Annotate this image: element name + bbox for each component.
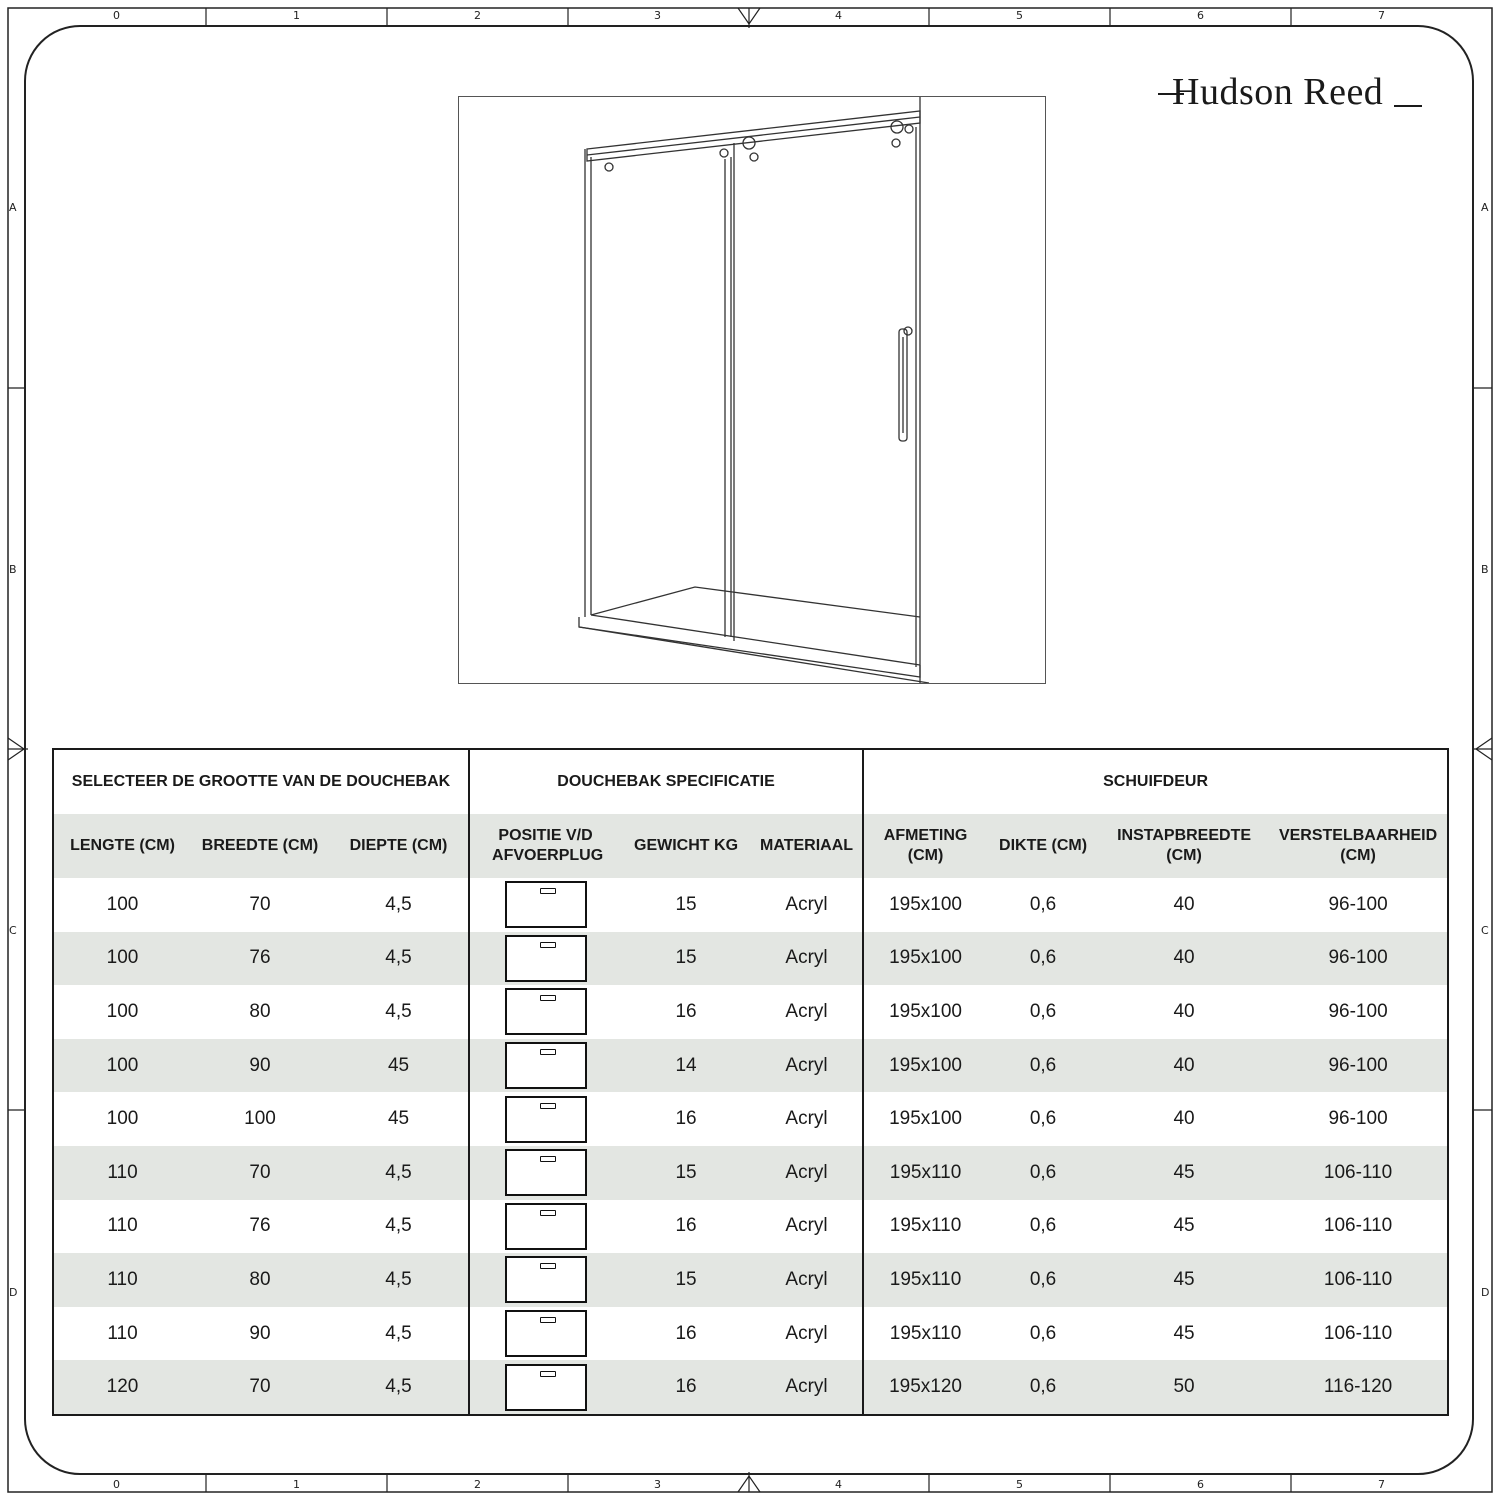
table-cell: 195x110 <box>863 1200 987 1254</box>
table-cell: 96-100 <box>1269 1039 1448 1093</box>
table-cell: 15 <box>621 1253 751 1307</box>
table-cell: 70 <box>191 1360 329 1415</box>
ruler-right-A: A <box>1481 201 1489 214</box>
table-cell: 195x110 <box>863 1307 987 1361</box>
column-header-row <box>53 814 1448 878</box>
table-cell: 16 <box>675 1322 697 1344</box>
table-cell: 45 <box>387 1108 410 1130</box>
ruler-bottom-7: 7 <box>1378 1478 1385 1491</box>
group-header: DOUCHEBAK SPECIFICATIE <box>469 749 863 814</box>
table-cell: Acryl <box>785 1322 828 1344</box>
table-cell: 4,5 <box>329 1146 469 1200</box>
table-cell: 16 <box>621 1360 751 1415</box>
table-row <box>53 1092 1448 1146</box>
table-row <box>53 878 1448 932</box>
table-cell: Acryl <box>751 1360 863 1415</box>
column-header: INSTAPBREEDTE (CM) <box>1099 814 1269 878</box>
ruler-bottom-4: 4 <box>835 1478 842 1491</box>
table-cell: 100 <box>106 1108 139 1130</box>
drain-position-cell <box>469 1092 621 1146</box>
table-cell: 14 <box>621 1039 751 1093</box>
table-cell: 106-110 <box>1269 1253 1448 1307</box>
table-cell: 0,6 <box>987 1253 1099 1307</box>
ruler-left-A: A <box>9 201 17 214</box>
table-cell: 70 <box>191 1146 329 1200</box>
ruler-top-6: 6 <box>1197 9 1204 22</box>
ruler-top-5: 5 <box>1016 9 1023 22</box>
drain-position-cell <box>469 1360 621 1415</box>
ruler-right-B: B <box>1481 563 1489 576</box>
table-cell: 195x120 <box>863 1360 987 1415</box>
ruler-top-7: 7 <box>1378 9 1385 22</box>
drain-plug-icon <box>540 942 556 948</box>
brand-rule-right <box>1394 105 1422 107</box>
table-cell: 110 <box>53 1146 191 1200</box>
drain-plug-icon <box>540 1371 556 1377</box>
drain-position-cell <box>469 878 621 932</box>
table-cell: 106-110 <box>1269 1146 1448 1200</box>
table-cell: 96-100 <box>1328 1000 1388 1022</box>
table-cell: 16 <box>675 1000 697 1022</box>
drain-plug-icon <box>540 888 556 894</box>
drain-position-cell <box>469 1146 621 1200</box>
table-cell: 15 <box>621 932 751 986</box>
drain-plug-icon <box>540 1049 556 1055</box>
table-cell: 106-110 <box>1323 1215 1393 1237</box>
product-image <box>458 96 1046 684</box>
ruler-top-0: 0 <box>113 9 120 22</box>
column-header: DIKTE (CM) <box>987 814 1099 878</box>
table-row <box>53 1146 1448 1200</box>
table-row <box>53 985 1448 1039</box>
drain-plug-icon <box>540 1210 556 1216</box>
table-cell: 100 <box>53 932 191 986</box>
table-cell: 45 <box>1099 1146 1269 1200</box>
table-cell: 15 <box>621 1146 751 1200</box>
ruler-top-1: 1 <box>293 9 300 22</box>
table-cell: 195x100 <box>863 932 987 986</box>
brand-name: Hudson Reed <box>1172 71 1384 113</box>
table-cell: 40 <box>1099 1039 1269 1093</box>
ruler-left-D: D <box>9 1286 18 1299</box>
drain-plug-icon <box>540 1156 556 1162</box>
shower-tray-drain-icon <box>505 1256 587 1303</box>
table-row <box>53 932 1448 986</box>
column-header: GEWICHT KG <box>621 814 751 878</box>
shower-tray-drain-icon <box>505 1364 587 1411</box>
drain-position-cell <box>469 932 621 986</box>
ruler-top-4: 4 <box>835 9 842 22</box>
drain-position-cell <box>469 1253 621 1307</box>
column-header: AFMETING (CM) <box>863 814 987 878</box>
table-cell: 116-120 <box>1269 1360 1448 1415</box>
table-cell: Acryl <box>785 1215 828 1237</box>
table-cell: 90 <box>191 1039 329 1093</box>
table-cell: 40 <box>1173 1000 1195 1022</box>
table-cell: Acryl <box>785 1000 828 1022</box>
column-header: DIEPTE (CM) <box>329 814 469 878</box>
table-row <box>53 1253 1448 1307</box>
table-cell: 76 <box>249 1215 271 1237</box>
table-cell: 4,5 <box>329 932 469 986</box>
table-cell: 0,6 <box>987 1039 1099 1093</box>
table-cell: 16 <box>675 1215 697 1237</box>
table-cell: Acryl <box>785 893 828 915</box>
ruler-bottom-5: 5 <box>1016 1478 1023 1491</box>
table-cell: 100 <box>106 893 139 915</box>
shower-tray-drain-icon <box>505 1310 587 1357</box>
table-cell: 195x100 <box>863 985 987 1039</box>
table-cell: 4,5 <box>329 1253 469 1307</box>
table-cell: 0,6 <box>987 1146 1099 1200</box>
shower-tray-drain-icon <box>505 935 587 982</box>
ruler-top-3: 3 <box>654 9 661 22</box>
table-cell: 100 <box>106 1000 139 1022</box>
table-cell: 110 <box>53 1253 191 1307</box>
table-cell: 45 <box>1099 1253 1269 1307</box>
table-cell: 40 <box>1099 932 1269 986</box>
table-cell: 100 <box>244 1108 276 1130</box>
column-header: VERSTELBAARHEID (CM) <box>1269 814 1448 878</box>
table-cell: 110 <box>107 1322 138 1344</box>
ruler-bottom-2: 2 <box>474 1478 481 1491</box>
ruler-top-2: 2 <box>474 9 481 22</box>
table-cell: 96-100 <box>1328 1108 1388 1130</box>
column-header: BREEDTE (CM) <box>191 814 329 878</box>
drain-position-cell <box>469 1039 621 1093</box>
table-cell: 16 <box>675 1108 697 1130</box>
table-cell: 4,5 <box>385 1000 412 1022</box>
table-cell: 96-100 <box>1269 932 1448 986</box>
ruler-right-C: C <box>1481 924 1489 937</box>
table-cell: 4,5 <box>329 1360 469 1415</box>
drain-plug-icon <box>540 1317 556 1323</box>
group-header-row <box>53 749 1448 814</box>
ruler-bottom-0: 0 <box>113 1478 120 1491</box>
sliding-door-drawing-icon <box>459 97 1045 683</box>
table-row <box>53 1039 1448 1093</box>
table-cell: Acryl <box>751 1039 863 1093</box>
table-row <box>53 1360 1448 1415</box>
table-cell: 0,6 <box>1029 1322 1057 1344</box>
ruler-bottom-1: 1 <box>293 1478 300 1491</box>
ruler-bottom-6: 6 <box>1197 1478 1204 1491</box>
column-header: MATERIAAL <box>751 814 863 878</box>
table-cell: 45 <box>329 1039 469 1093</box>
table-cell: 0,6 <box>987 1360 1099 1415</box>
drain-plug-icon <box>540 995 556 1001</box>
table-cell: 45 <box>1173 1322 1195 1344</box>
table-cell: 120 <box>53 1360 191 1415</box>
table-cell: 50 <box>1099 1360 1269 1415</box>
shower-tray-drain-icon <box>505 988 587 1035</box>
shower-tray-drain-icon <box>505 1149 587 1196</box>
table-cell: 0,6 <box>1029 1215 1057 1237</box>
table-cell: 0,6 <box>987 932 1099 986</box>
table-cell: 106-110 <box>1323 1322 1393 1344</box>
column-header: POSITIE V/D AFVOERPLUG <box>469 814 621 878</box>
table-cell: Acryl <box>785 1108 828 1130</box>
table-cell: 195x100 <box>863 1039 987 1093</box>
shower-tray-drain-icon <box>505 1042 587 1089</box>
table-cell: 0,6 <box>1029 893 1057 915</box>
table-cell: Acryl <box>751 932 863 986</box>
table-cell: Acryl <box>751 1253 863 1307</box>
table-cell: 110 <box>107 1215 138 1237</box>
group-header: SCHUIFDEUR <box>863 749 1448 814</box>
table-cell: 96-100 <box>1328 893 1388 915</box>
shower-tray-drain-icon <box>505 1203 587 1250</box>
table-cell: 70 <box>249 893 271 915</box>
table-cell: 0,6 <box>1029 1108 1057 1130</box>
table-cell: 195x100 <box>863 878 987 932</box>
spec-table <box>52 748 1449 1416</box>
spec-table-body <box>53 878 1448 1415</box>
group-header: SELECTEER DE GROOTTE VAN DE DOUCHEBAK <box>53 749 469 814</box>
table-cell: 90 <box>249 1322 271 1344</box>
table-cell: 195x110 <box>863 1253 987 1307</box>
ruler-bottom-3: 3 <box>654 1478 661 1491</box>
drain-position-cell <box>469 1307 621 1361</box>
drain-position-cell <box>469 1200 621 1254</box>
table-cell: 0,6 <box>1029 1000 1057 1022</box>
drain-plug-icon <box>540 1103 556 1109</box>
shower-tray-drain-icon <box>505 1096 587 1143</box>
table-cell: 15 <box>675 893 697 915</box>
drain-position-cell <box>469 985 621 1039</box>
table-cell: 100 <box>53 1039 191 1093</box>
table-cell: 80 <box>249 1000 271 1022</box>
table-cell: 76 <box>191 932 329 986</box>
ruler-right-D: D <box>1481 1286 1490 1299</box>
table-cell: 40 <box>1173 893 1195 915</box>
table-cell: 195x110 <box>863 1146 987 1200</box>
table-cell: 4,5 <box>385 1215 412 1237</box>
ruler-left-C: C <box>9 924 17 937</box>
table-cell: 80 <box>191 1253 329 1307</box>
table-row <box>53 1200 1448 1254</box>
table-row <box>53 1307 1448 1361</box>
ruler-left-B: B <box>9 563 17 576</box>
table-cell: 45 <box>1173 1215 1195 1237</box>
drain-plug-icon <box>540 1263 556 1269</box>
table-cell: Acryl <box>751 1146 863 1200</box>
table-cell: 4,5 <box>385 1322 412 1344</box>
shower-tray-drain-icon <box>505 881 587 928</box>
brand-logo <box>1158 70 1428 116</box>
column-header: LENGTE (CM) <box>53 814 191 878</box>
table-cell: 195x100 <box>863 1092 987 1146</box>
table-cell: 4,5 <box>385 893 412 915</box>
table-cell: 40 <box>1173 1108 1195 1130</box>
